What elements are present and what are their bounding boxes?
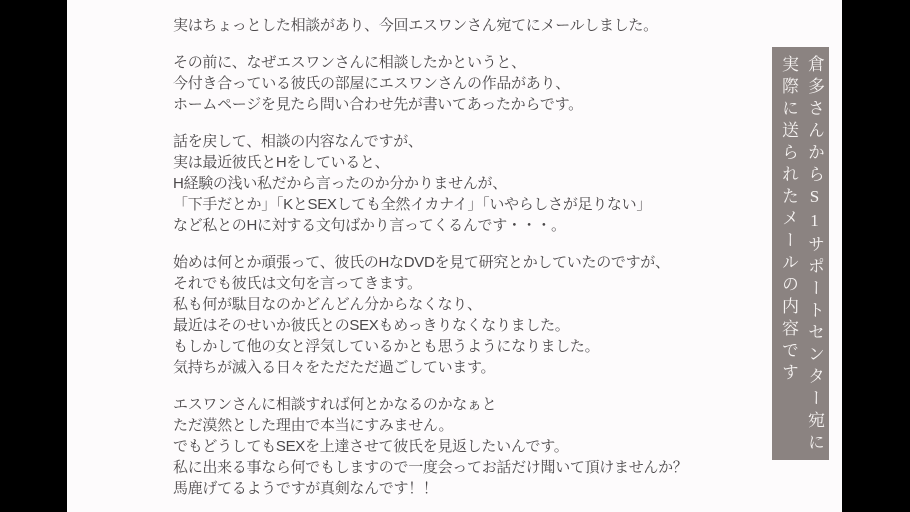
letterbox-left — [0, 0, 67, 512]
email-paragraph — [173, 252, 813, 378]
letterbox-right — [842, 0, 910, 512]
email-line: 気持ちが滅入る日々をただただ過ごしています。 — [173, 359, 496, 376]
email-line: 私も何が駄目なのかどんどん分からなくなり、 — [173, 296, 482, 313]
email-paragraph — [173, 15, 813, 36]
email-line: ただ漠然とした理由で本当にすみません。 — [173, 417, 454, 434]
email-line: 今付き合っている彼氏の部屋にエスワンさんの作品があり、 — [173, 75, 570, 92]
email-line: H経験の浅い私だから言ったのか分かりませんが、 — [173, 175, 507, 192]
email-paragraph — [173, 131, 813, 236]
caption-box — [772, 47, 829, 460]
email-paragraph — [173, 52, 813, 115]
email-line: 「下手だとか」「KとSEXしても全然イカナイ」「いやらしさが足りない」 — [173, 196, 652, 213]
email-line: でもどうしてもSEXを上達させて彼氏を見返したいんです。 — [173, 438, 569, 455]
email-body — [173, 15, 813, 499]
caption-line-2: 実際に送られたメールの内容です — [779, 55, 798, 385]
email-line: その前に、なぜエスワンさんに相談したかというと、 — [173, 54, 526, 71]
email-line: エスワンさんに相談すれば何とかなるのかなぁと — [173, 396, 497, 413]
email-line: 実は最近彼氏とHをしていると、 — [173, 154, 390, 171]
email-line: など私とのHに対する文句ばかり言ってくるんです・・・。 — [173, 217, 566, 234]
email-line: それでも彼氏は文句を言ってきます。 — [173, 275, 422, 292]
caption-line-1: 倉多さんからS1サポートセンター宛に — [805, 55, 824, 455]
email-line: 始めは何とか頑張って、彼氏のHなDVDを見て研究とかしていたのですが、 — [173, 254, 670, 271]
email-line: 話を戻して、相談の内容なんですが、 — [173, 133, 423, 150]
email-line: もしかして他の女と浮気しているかとも思うようになりました。 — [173, 338, 600, 355]
email-line: 私に出来る事なら何でもしますので一度会ってお話だけ聞いて頂けませんか？ — [173, 459, 688, 476]
email-paragraph — [173, 394, 813, 499]
email-line: ホームページを見たら問い合わせ先が書いてあったからです。 — [173, 96, 583, 113]
email-line: 馬鹿げてるようですが真剣なんです！！ — [173, 480, 438, 497]
email-line: 実はちょっとした相談があり、今回エスワンさん宛てにメールしました。 — [173, 17, 658, 34]
email-line: 最近はそのせいか彼氏とのSEXもめっきりなくなりました。 — [173, 317, 570, 334]
